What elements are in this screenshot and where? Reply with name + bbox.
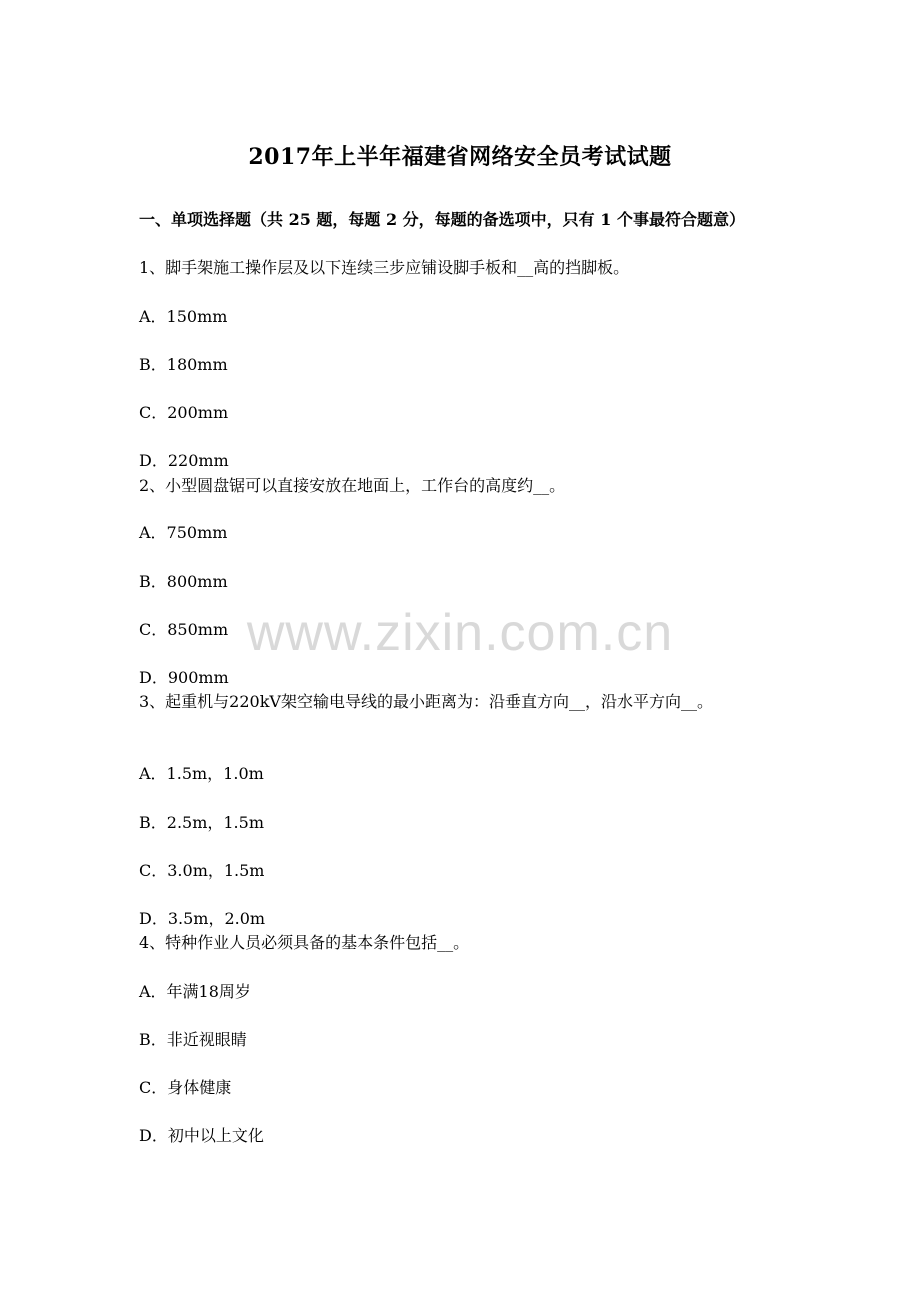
question-1-stem: 1、脚手架施工操作层及以下连续三步应铺设脚手板和__高的挡脚板。	[139, 258, 630, 277]
document-title: 2017年上半年福建省网络安全员考试试题	[248, 144, 672, 170]
question-2-stem: 2、小型圆盘锯可以直接安放在地面上，工作台的高度约__。	[139, 476, 566, 495]
question-1-option-b: B．180mm	[139, 355, 228, 374]
question-4-option-d: D．初中以上文化	[139, 1126, 264, 1145]
question-3-option-c: C．3.0m，1.5m	[139, 861, 265, 880]
question-1-option-d: D．220mm	[139, 451, 229, 470]
question-3-option-a: A．1.5m，1.0m	[139, 764, 264, 783]
question-4-option-a: A．年满18周岁	[139, 982, 251, 1001]
question-2-option-d: D．900mm	[139, 668, 229, 687]
question-2-option-c: C．850mm	[139, 620, 229, 639]
question-3-stem: 3、起重机与220kV架空输电导线的最小距离为：沿垂直方向__，沿水平方向__。	[139, 692, 713, 711]
question-2-option-a: A．750mm	[139, 523, 228, 542]
question-1-option-a: A．150mm	[139, 307, 228, 326]
question-2-option-b: B．800mm	[139, 572, 228, 591]
question-3-option-d: D．3.5m，2.0m	[139, 909, 266, 928]
section-heading: 一、单项选择题（共 25 题，每题 2 分，每题的备选项中，只有 1 个事最符合题意）	[139, 210, 745, 229]
watermark: www.zixin.com.cn	[246, 604, 674, 662]
question-4-stem: 4、特种作业人员必须具备的基本条件包括__。	[139, 933, 470, 952]
question-4-option-b: B．非近视眼睛	[139, 1030, 247, 1049]
question-1-option-c: C．200mm	[139, 403, 229, 422]
question-4-option-c: C．身体健康	[139, 1078, 232, 1097]
question-3-option-b: B．2.5m，1.5m	[139, 813, 264, 832]
